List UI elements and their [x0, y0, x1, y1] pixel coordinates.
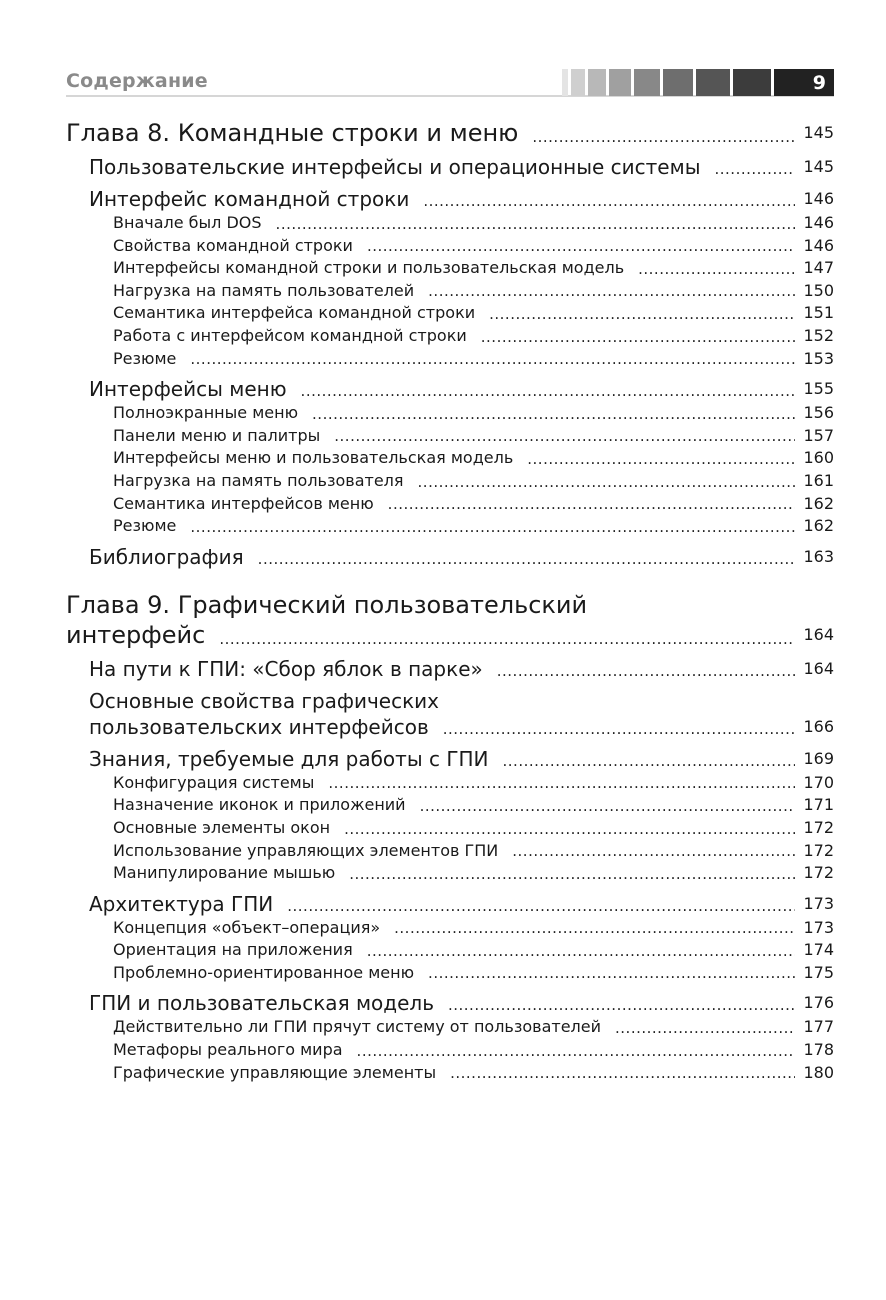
- toc-entry-title: Полноэкранные меню: [113, 403, 299, 423]
- header-bar-block: [696, 69, 730, 96]
- toc-page-number: 163: [803, 546, 834, 566]
- toc-entry-title: Пользовательские интерфейсы и операционные системы: [89, 155, 701, 179]
- toc-entry-title: Действительно ли ГПИ прячут систему от пользователей: [113, 1017, 602, 1037]
- running-header: [66, 70, 834, 98]
- dot-leader: [349, 867, 795, 882]
- table-of-contents: [66, 118, 834, 1084]
- dot-leader: [418, 475, 796, 490]
- toc-page-number: 177: [803, 1017, 834, 1037]
- dot-leader: [190, 520, 795, 535]
- toc-entry-sec[interactable]: [66, 544, 834, 570]
- toc-entry-sub[interactable]: [66, 817, 834, 840]
- toc-entry-sub[interactable]: [66, 1016, 834, 1039]
- toc-entry-title: интерфейс: [66, 620, 206, 649]
- toc-entry-sec[interactable]: [66, 376, 834, 402]
- toc-entry-title: Ориентация на приложения: [113, 940, 353, 960]
- dot-leader: [388, 497, 796, 512]
- toc-entry-sub[interactable]: [66, 962, 834, 985]
- toc-entry-sub[interactable]: [66, 447, 834, 470]
- dot-leader: [512, 844, 795, 859]
- dot-leader: [715, 162, 796, 177]
- toc-page-number: 164: [803, 658, 834, 678]
- toc-page-number: 155: [803, 379, 834, 399]
- dot-leader: [219, 632, 795, 647]
- toc-entry-title-line1: Глава 9. Графический пользовательский: [66, 590, 588, 619]
- toc-entry-title: Работа с интерфейсом командной строки: [113, 325, 467, 345]
- toc-entry-title: Манипулирование мышью: [113, 863, 336, 883]
- toc-page-number: 166: [803, 716, 834, 736]
- toc-entry-sub[interactable]: [66, 348, 834, 371]
- toc-page-number: 172: [803, 840, 834, 860]
- toc-page-number: 178: [803, 1040, 834, 1060]
- toc-entry-title: Глава 8. Командные строки и меню: [66, 119, 519, 147]
- toc-entry-title: Интерфейсы меню и пользовательская модель: [113, 448, 514, 468]
- running-header-title: Содержание: [66, 70, 208, 92]
- toc-entry-title: ГПИ и пользовательская модель: [89, 991, 434, 1016]
- header-bar-block: [571, 69, 585, 96]
- toc-page-number: 146: [803, 235, 834, 255]
- toc-page-number: 160: [803, 448, 834, 468]
- toc-page-number: 162: [803, 493, 834, 513]
- toc-entry-title: На пути к ГПИ: «Сбор яблок в парке»: [89, 656, 483, 681]
- toc-entry-title: Нагрузка на память пользователя: [113, 470, 404, 490]
- toc-entry-sub[interactable]: [66, 257, 834, 280]
- toc-page-number: 146: [803, 189, 834, 208]
- toc-entry-title: Назначение иконок и приложений: [113, 795, 406, 815]
- toc-entry-sub[interactable]: [66, 840, 834, 863]
- dot-leader: [448, 998, 795, 1013]
- dot-leader: [190, 352, 795, 367]
- toc-entry-sub[interactable]: [66, 772, 834, 795]
- toc-entry-title: Семантика интерфейса командной строки: [113, 303, 476, 323]
- dot-leader: [357, 1044, 796, 1059]
- dot-leader: [527, 452, 795, 467]
- toc-page-number: 161: [803, 470, 834, 490]
- toc-page-number: 171: [803, 795, 834, 815]
- toc-entry-sub[interactable]: [66, 212, 834, 235]
- dot-leader: [443, 722, 796, 737]
- toc-entry-sec[interactable]: [66, 891, 834, 917]
- toc-entry-title: Интерфейсы командной строки и пользовательская модель: [113, 258, 625, 278]
- toc-page-number: 145: [803, 157, 834, 176]
- toc-page-number: 147: [803, 258, 834, 278]
- toc-page-number: 173: [803, 917, 834, 937]
- toc-entry-title: Библиография: [89, 544, 244, 569]
- header-bar-block: [588, 69, 606, 96]
- toc-page-number: 174: [803, 940, 834, 960]
- toc-entry-sec[interactable]: [66, 656, 834, 682]
- dot-leader: [258, 552, 796, 567]
- toc-entry-sub[interactable]: [66, 862, 834, 885]
- toc-entry-sec[interactable]: [66, 746, 834, 772]
- toc-entry-title: пользовательских интерфейсов: [89, 714, 429, 739]
- dot-leader: [532, 130, 795, 145]
- toc-page-number: 170: [803, 772, 834, 792]
- toc-page-number: 164: [803, 624, 834, 644]
- toc-page-number: 151: [803, 303, 834, 323]
- toc-entry-title: Конфигурация системы: [113, 772, 315, 792]
- dot-leader: [420, 799, 796, 814]
- toc-entry-title: Резюме: [113, 348, 177, 368]
- toc-page-number: 172: [803, 863, 834, 883]
- toc-entry-title: Метафоры реального мира: [113, 1040, 343, 1060]
- header-bar-block: [733, 69, 771, 96]
- header-bar-block: [609, 69, 631, 96]
- toc-entry-sub[interactable]: [66, 302, 834, 325]
- page-number: 9: [812, 72, 826, 94]
- toc-page-number: 173: [803, 893, 834, 913]
- toc-entry-title: Семантика интерфейсов меню: [113, 493, 374, 513]
- dot-leader: [503, 754, 796, 769]
- toc-page-number: 180: [803, 1062, 834, 1082]
- toc-entry-title: Интерфейсы меню: [89, 377, 287, 402]
- header-bar-block: [663, 69, 693, 96]
- dot-leader: [489, 307, 795, 322]
- toc-page-number: 162: [803, 516, 834, 536]
- dot-leader: [328, 776, 795, 791]
- header-bar-block: [634, 69, 660, 96]
- toc-entry-title: Панели меню и палитры: [113, 425, 321, 445]
- toc-entry-sub[interactable]: [66, 493, 834, 516]
- toc-entry-sub[interactable]: [66, 1039, 834, 1062]
- toc-entry-title-line1: Основные свойства графических: [89, 688, 440, 713]
- toc-page-number: 157: [803, 425, 834, 445]
- toc-entry-title: Резюме: [113, 516, 177, 536]
- toc-entry-title: Использование управляющих элементов ГПИ: [113, 840, 499, 860]
- toc-entry-sub[interactable]: [66, 470, 834, 493]
- toc-page-number: 169: [803, 748, 834, 768]
- toc-entry-title: Архитектура ГПИ: [89, 891, 274, 916]
- toc-entry-title: Свойства командной строки: [113, 235, 353, 255]
- toc-entry-chapter[interactable]: [66, 118, 834, 148]
- dot-leader: [423, 194, 795, 209]
- toc-entry-title: Проблемно-ориентированное меню: [113, 962, 415, 982]
- toc-entry-title: Интерфейс командной строки: [89, 187, 410, 211]
- toc-page-number: 153: [803, 348, 834, 368]
- toc-entry-sec[interactable]: [66, 154, 834, 180]
- toc-entry-sub[interactable]: [66, 515, 834, 538]
- toc-entry-title: Основные элементы окон: [113, 817, 331, 837]
- toc-page-number: 146: [803, 213, 834, 232]
- dot-leader: [497, 664, 796, 679]
- toc-entry-title: Концепция «объект–операция»: [113, 917, 381, 937]
- toc-page-number: 150: [803, 280, 834, 300]
- dot-leader: [287, 899, 795, 914]
- dot-leader: [344, 822, 795, 837]
- toc-entry-sub[interactable]: [66, 425, 834, 448]
- dot-leader: [638, 262, 795, 277]
- dot-leader: [301, 384, 796, 399]
- toc-page-number: 156: [803, 403, 834, 423]
- dot-leader: [367, 944, 796, 959]
- toc-entry-sub[interactable]: [66, 939, 834, 962]
- toc-entry-sub[interactable]: [66, 402, 834, 425]
- dot-leader: [428, 966, 795, 981]
- toc-entry-title: Вначале был DOS: [113, 213, 262, 232]
- dot-leader: [450, 1066, 795, 1081]
- toc-entry-sec[interactable]: [66, 990, 834, 1016]
- toc-entry-sub[interactable]: [66, 794, 834, 817]
- toc-entry-sub[interactable]: [66, 235, 834, 258]
- dot-leader: [615, 1021, 795, 1036]
- dot-leader: [276, 217, 796, 232]
- toc-entry-sub[interactable]: [66, 1062, 834, 1085]
- toc-entry-sub[interactable]: [66, 280, 834, 303]
- toc-entry-title: Знания, требуемые для работы с ГПИ: [89, 746, 489, 771]
- dot-leader: [367, 239, 796, 254]
- toc-entry-title: Нагрузка на память пользователей: [113, 280, 415, 300]
- toc-entry-title: Графические управляющие элементы: [113, 1062, 437, 1082]
- dot-leader: [428, 284, 795, 299]
- toc-page-number: 175: [803, 962, 834, 982]
- toc-page-number: 152: [803, 325, 834, 345]
- dot-leader: [394, 921, 795, 936]
- toc-page-number: 172: [803, 817, 834, 837]
- toc-page-number: 145: [803, 123, 834, 142]
- toc-entry-sub[interactable]: [66, 325, 834, 348]
- header-bar-block: [562, 69, 568, 96]
- dot-leader: [334, 429, 795, 444]
- toc-page-number: 176: [803, 993, 834, 1013]
- toc-entry-sub[interactable]: [66, 917, 834, 940]
- dot-leader: [481, 330, 796, 345]
- toc-entry-sec[interactable]: [66, 688, 834, 740]
- toc-entry-chapter[interactable]: [66, 590, 834, 650]
- toc-entry-sec[interactable]: [66, 186, 834, 212]
- header-gradient-bar: [562, 69, 834, 96]
- dot-leader: [312, 407, 795, 422]
